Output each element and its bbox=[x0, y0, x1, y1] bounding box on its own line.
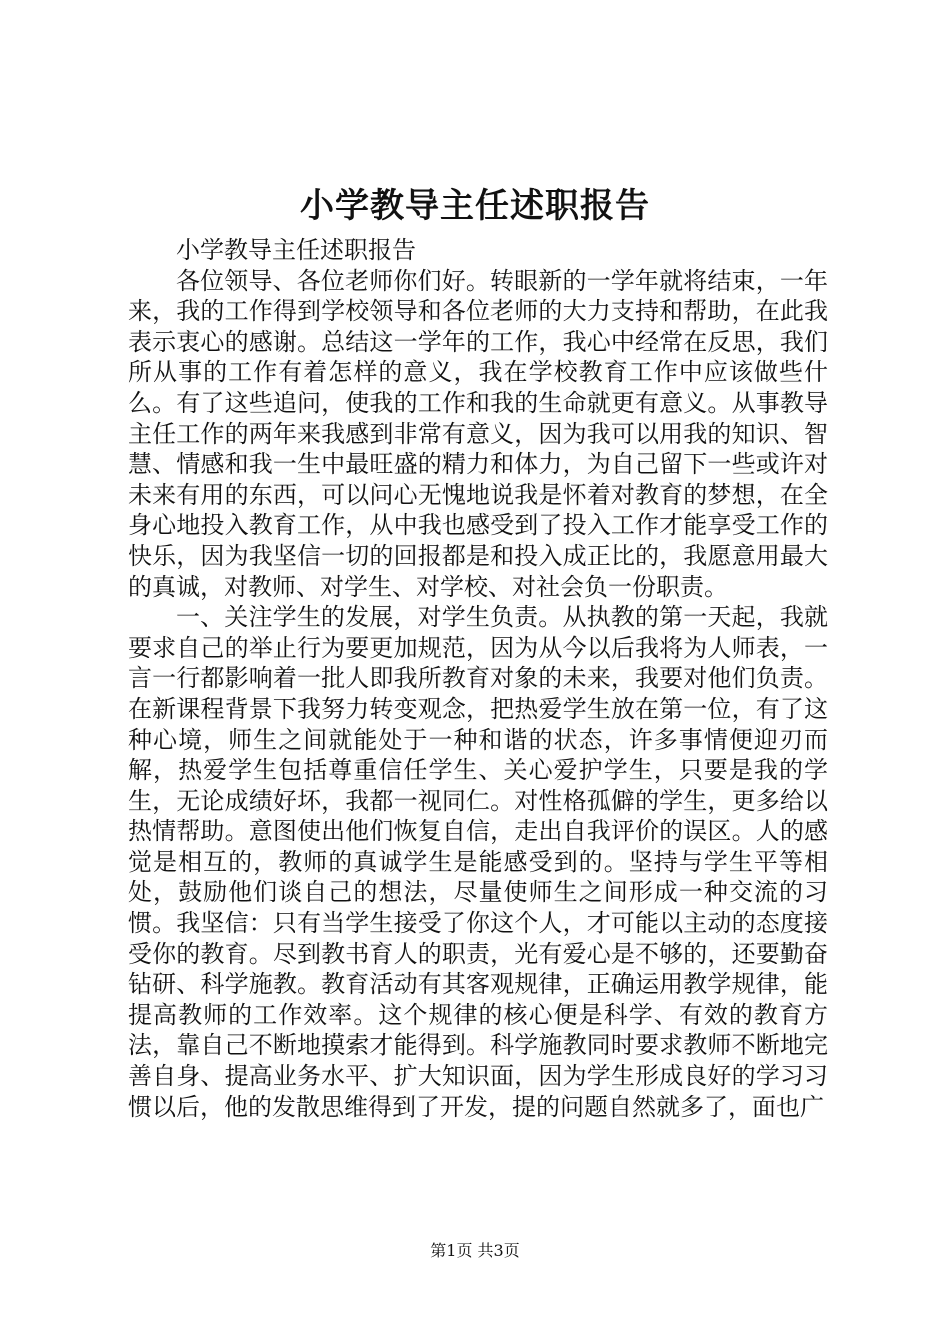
paragraph-intro: 各位领导、各位老师你们好。转眼新的一学年就将结束，一年来，我的工作得到学校领导和各位老师的大力支持和帮助，在此我表示衷心的感谢。总结这一学年的工作，我心中经常在反思，我们所从事的工作有着怎样的意义，我在学校教育工作中应该做些什么。有了这些追问，使我的工作和我的生命就更有意义。从事教导主任工作的两年来我感到非常有意义，因为我可以用我的知识、智慧、情感和我一生中最旺盛的精力和体力，为自己留下一些或许对未来有用的东西，可以问心无愧地说我是怀着对教育的梦想，在全身心地投入教育工作，从中我也感受到了投入工作才能享受工作的快乐，因为我坚信一切的回报都是和投入成正比的，我愿意用最大的真诚，对教师、对学生、对学校、对社会负一份职责。 bbox=[128, 266, 828, 601]
paragraph-heading: 小学教导主任述职报告 bbox=[176, 236, 416, 264]
document-title: 小学教导主任述职报告 bbox=[300, 186, 650, 226]
page-footer: 第1页 共3页 bbox=[430, 1241, 520, 1260]
paragraph-section-one: 一、关注学生的发展，对学生负责。从执教的第一天起，我就要求自己的举止行为要更加规范，因为从今以后我将为人师表，一言一行都影响着一批人即我所教育对象的未来，我要对他们负责。在新课程背景下我努力转变观念，把热爱学生放在第一位，有了这种心境，师生之间就能处于一种和谐的状态，许多事情便迎刃而解，热爱学生包括尊重信任学生、关心爱护学生，只要是我的学生，无论成绩好坏，我都一视同仁。对性格孤僻的学生，更多给以热情帮助。意图使出他们恢复自信，走出自我评价的误区。人的感觉是相互的，教师的真诚学生是能感受到的。坚持与学生平等相处，鼓励他们谈自己的想法，尽量使师生之间形成一种交流的习惯。我坚信：只有当学生接受了你这个人，才可能以主动的态度接受你的教育。尽到教书育人的职责，光有爱心是不够的，还要勤奋钻研、科学施教。教育活动有其客观规律，正确运用教学规律，能提高教师的工作效率。这个规律的核心便是科学、有效的教育方法，靠自己不断地摸索才能得到。科学施教同时要求教师不断地完善自身、提高业务水平、扩大知识面，因为学生形成良好的学习习惯以后，他的发散思维得到了开发，提的问题自然就多了，面也广 bbox=[128, 603, 828, 1121]
document-body bbox=[128, 235, 828, 1122]
